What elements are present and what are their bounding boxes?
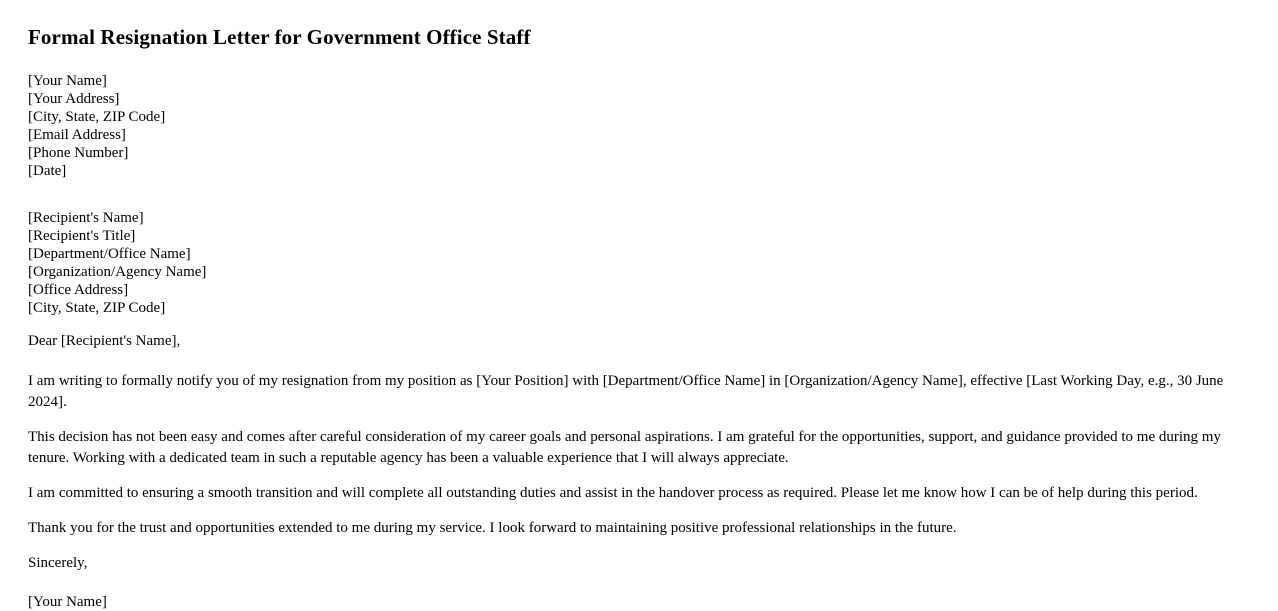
sender-line: [Your Name] [28,73,107,90]
sender-address-block [28,72,1250,180]
recipient-line: [City, State, ZIP Code] [28,300,166,317]
body-paragraph-2: This decision has not been easy and comes after careful consideration of my career goals and personal aspirations. I am grateful for the opportunities, support, and guidance provided to me during my tenure. Working with a dedicated team in such a reputable agency has been a valuable experience that I will always appreciate. [28,429,1221,467]
sender-line: [Email Address] [28,127,126,144]
recipient-address-block [28,209,1250,317]
recipient-line: [Office Address] [28,282,129,299]
sender-line: [Your Address] [28,91,120,108]
address-spacer [28,194,1250,209]
body-paragraph-3: I am committed to ensuring a smooth transition and will complete all outstanding duties and assist in the handover process as required. Please let me know how I can be of help during this period. [28,485,1198,502]
recipient-line: [Recipient's Name] [28,210,144,227]
salutation: Dear [Recipient's Name], [28,333,181,350]
recipient-line: [Organization/Agency Name] [28,264,207,281]
recipient-line: [Department/Office Name] [28,246,191,263]
sender-line: [City, State, ZIP Code] [28,109,166,126]
sender-line: [Date] [28,163,67,180]
body-paragraph-1: I am writing to formally notify you of my resignation from my position as [Your Position] with [Department/Office Name] in [Organization/Agency Name], effective [Last Working Day, e.g., 30 June 2024]. [28,373,1224,411]
recipient-line: [Recipient's Title] [28,228,136,245]
sender-line: [Phone Number] [28,145,129,162]
body-paragraph-4: Thank you for the trust and opportunities extended to me during my service. I look forward to maintaining positive professional relationships in the future. [28,520,957,537]
page-title: Formal Resignation Letter for Government Office Staff [28,25,531,49]
signature-line: [Your Name] [28,594,107,611]
closing: Sincerely, [28,555,88,572]
